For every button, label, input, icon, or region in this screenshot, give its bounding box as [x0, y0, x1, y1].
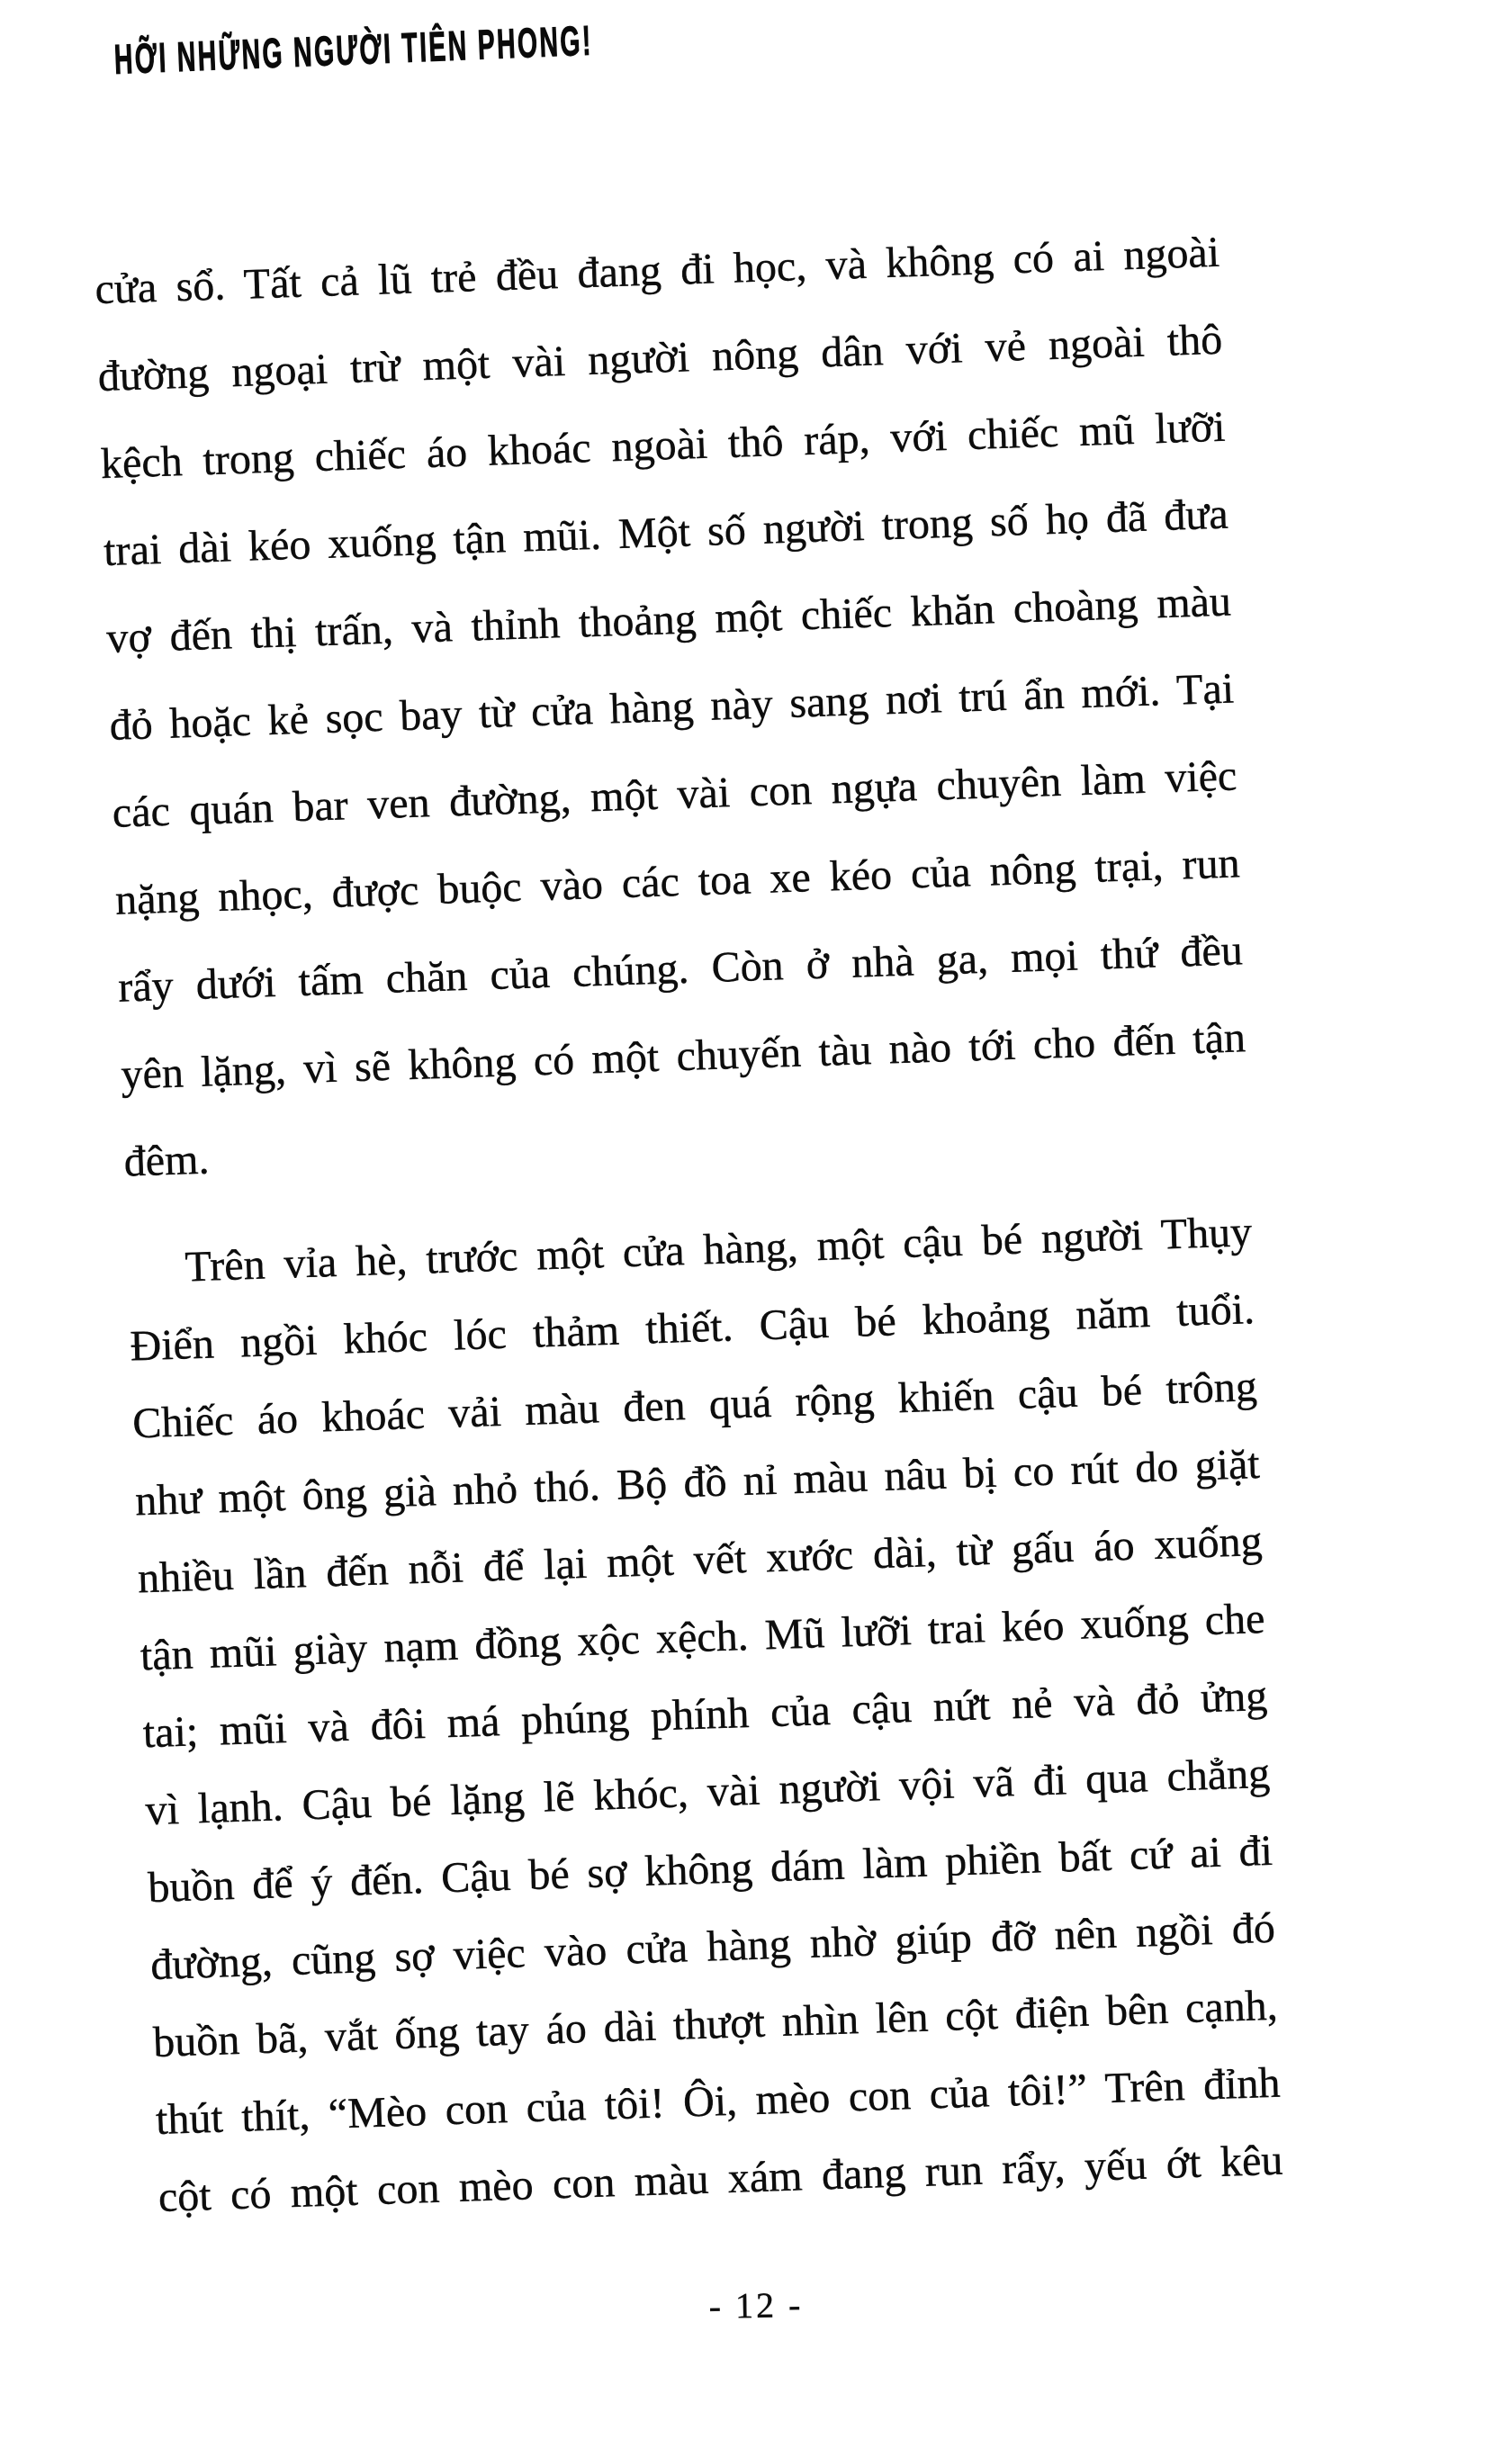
- text-line: vì lạnh. Cậu bé lặng lẽ khóc, vài người vội vã đi qua chẳng: [144, 1749, 1271, 1835]
- text-line: các quán bar ven đường, một vài con ngựa chuyên làm việc: [112, 752, 1238, 837]
- text-line: buồn bã, vắt ống tay áo dài thượt nhìn lên cột điện bên cạnh,: [152, 1981, 1279, 2067]
- text-line: nặng nhọc, được buộc vào các toa xe kéo của nông trại, run: [114, 839, 1241, 924]
- text-line: tận mũi giày nạm đồng xộc xệch. Mũ lưỡi trai kéo xuống che: [140, 1594, 1266, 1680]
- text-line: đường, cũng sợ việc vào cửa hàng nhờ giúp đỡ nên ngồi đó: [149, 1904, 1276, 1990]
- text-line: nhiều lần đến nỗi để lại một vết xước dài, từ gấu áo xuống: [137, 1516, 1264, 1603]
- text-line: Chiếc áo khoác vải màu đen quá rộng khiến cậu bé trông: [131, 1363, 1258, 1448]
- text-line: kệch trong chiếc áo khoác ngoài thô ráp, với chiếc mũ lưỡi: [100, 402, 1227, 489]
- text-line: cửa sổ. Tất cả lũ trẻ đều đang đi học, và không có ai ngoài: [94, 228, 1220, 314]
- text-line: đêm.: [122, 1135, 211, 1186]
- text-line: như một ông già nhỏ thó. Bộ đồ nỉ màu nâu bị co rút do giặt: [134, 1440, 1261, 1526]
- text-line: tai; mũi và đôi má phúng phính của cậu nứt nẻ và đỏ ửng: [141, 1671, 1269, 1758]
- text-line: Trên vỉa hè, trước một cửa hàng, một cậu bé người Thụy: [184, 1208, 1253, 1292]
- text-line: vợ đến thị trấn, và thỉnh thoảng một chiếc khăn choàng màu: [105, 577, 1232, 662]
- text-line: yên lặng, vì sẽ không có một chuyến tàu nào tới cho đến tận: [120, 1013, 1246, 1099]
- text-line: đỏ hoặc kẻ sọc bay từ cửa hàng này sang nơi trú ẩn mới. Tại: [108, 664, 1235, 750]
- page-body: [94, 209, 1284, 2236]
- paragraph-2: [126, 1193, 1283, 2236]
- text-line: thút thít, “Mèo con của tôi! Ôi, mèo con của tôi!” Trên đỉnh: [155, 2058, 1282, 2145]
- text-line: trai dài kéo xuống tận mũi. Một số người trong số họ đã đưa: [103, 490, 1229, 576]
- paragraph-1: [94, 209, 1250, 1206]
- text-line: cột có một con mèo con màu xám đang run rẩy, yếu ớt kêu: [158, 2136, 1284, 2222]
- text-line: Điển ngồi khóc lóc thảm thiết. Cậu bé khoảng năm tuổi.: [129, 1285, 1256, 1371]
- text-line: đường ngoại trừ một vài người nông dân với vẻ ngoài thô: [96, 315, 1224, 401]
- running-head: HỠI NHỮNG NGƯỜI TIÊN PHONG!: [112, 16, 594, 84]
- text-line: rẩy dưới tấm chăn của chúng. Còn ở nhà ga, mọi thứ đều: [117, 926, 1244, 1012]
- text-line: buồn để ý đến. Cậu bé sợ không dám làm phiền bất cứ ai đi: [147, 1826, 1274, 1912]
- page-number: - 12 -: [708, 2284, 804, 2326]
